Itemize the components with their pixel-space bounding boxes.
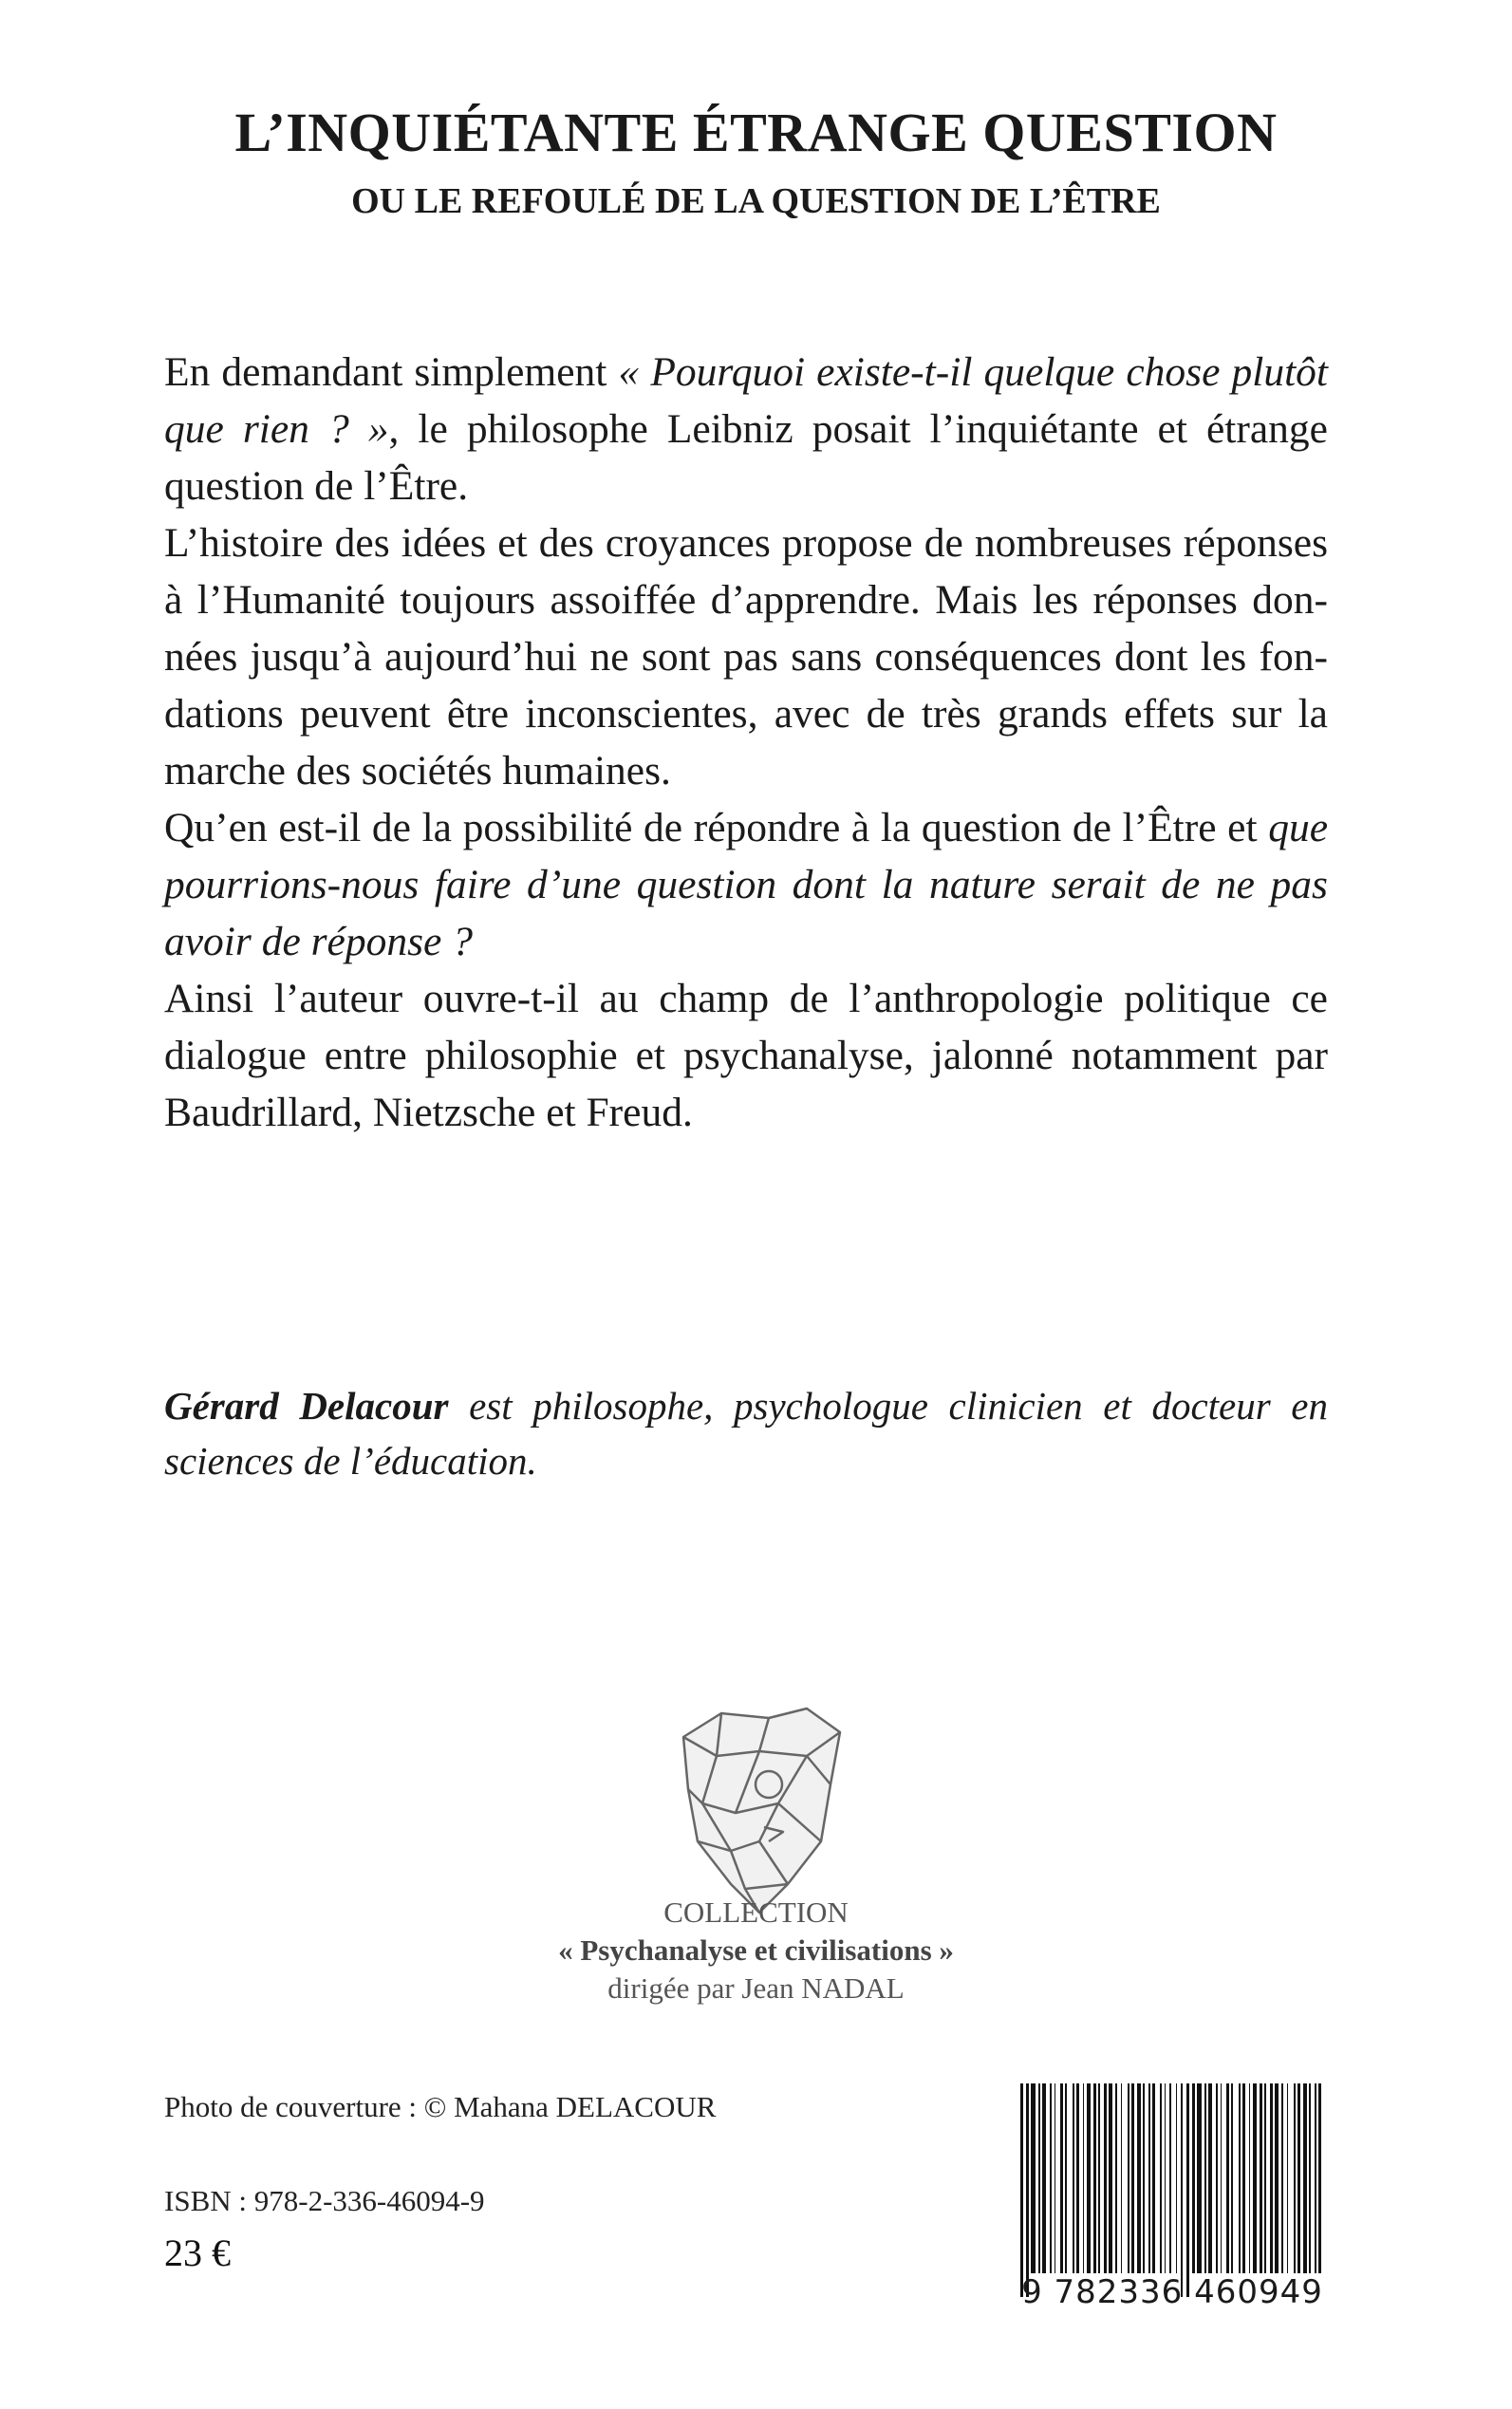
author-name: Gérard Delacour <box>164 1384 449 1428</box>
blurb-paragraph-2: L’histoire des idées et des croyances propose de nombreuses réponses à l’Humanité toujours assoiffée d’apprendre. Mais les réponses données jusqu’à aujourd’hui ne sont pas sans conséquences dont les fondations peuvent être inconscientes, avec de très grands effets sur la marche des sociétés humaines. <box>164 520 1328 794</box>
collection-director: dirigée par Jean NADAL <box>607 1971 905 2005</box>
book-title: L’INQUIÉTANTE ÉTRANGE QUESTION <box>234 102 1278 163</box>
blurb-paragraph-4: Ainsi l’auteur ouvre-t-il au champ de l’anthropologie politique ce dialogue entre philosophie et psychanalyse, jalonné notamment par Baudrillard, Nietzsche et Freud. <box>164 976 1328 1135</box>
blurb-paragraph-3: Qu’en est-il de la possibilité de répondre à la question de l’Être et que pourrions-nous faire d’une question dont la nature serait de ne pas avoir de réponse ? <box>164 805 1328 964</box>
collection-name: « Psychanalyse et civilisations » <box>558 1933 954 1967</box>
photo-credit: Photo de couverture : © Mahana DELACOUR <box>164 2090 717 2123</box>
author-bio: Gérard Delacour est philosophe, psychologue clinicien et docteur en sciences de l’éducation. <box>164 1384 1328 1483</box>
back-cover-blurb <box>164 344 1328 1141</box>
collection-label: COLLECTION <box>663 1895 849 1929</box>
book-subtitle: OU LE REFOULÉ DE LA QUESTION DE L’ÊTRE <box>351 181 1161 221</box>
isbn: ISBN : 978-2-336-46094-9 <box>164 2184 485 2217</box>
publisher-logo-icon <box>664 1699 854 1917</box>
barcode-digits: 9 782336 460949 <box>1021 2273 1323 2311</box>
collection-info <box>0 1894 1512 2008</box>
blurb-paragraph-1: En demandant simplement « Pourquoi existe-t-il quelque chose plutôt que rien ? », le philosophe Leibniz posait l’inquiétante et étrange question de l’Être. <box>164 349 1328 509</box>
price: 23 € <box>164 2232 231 2274</box>
